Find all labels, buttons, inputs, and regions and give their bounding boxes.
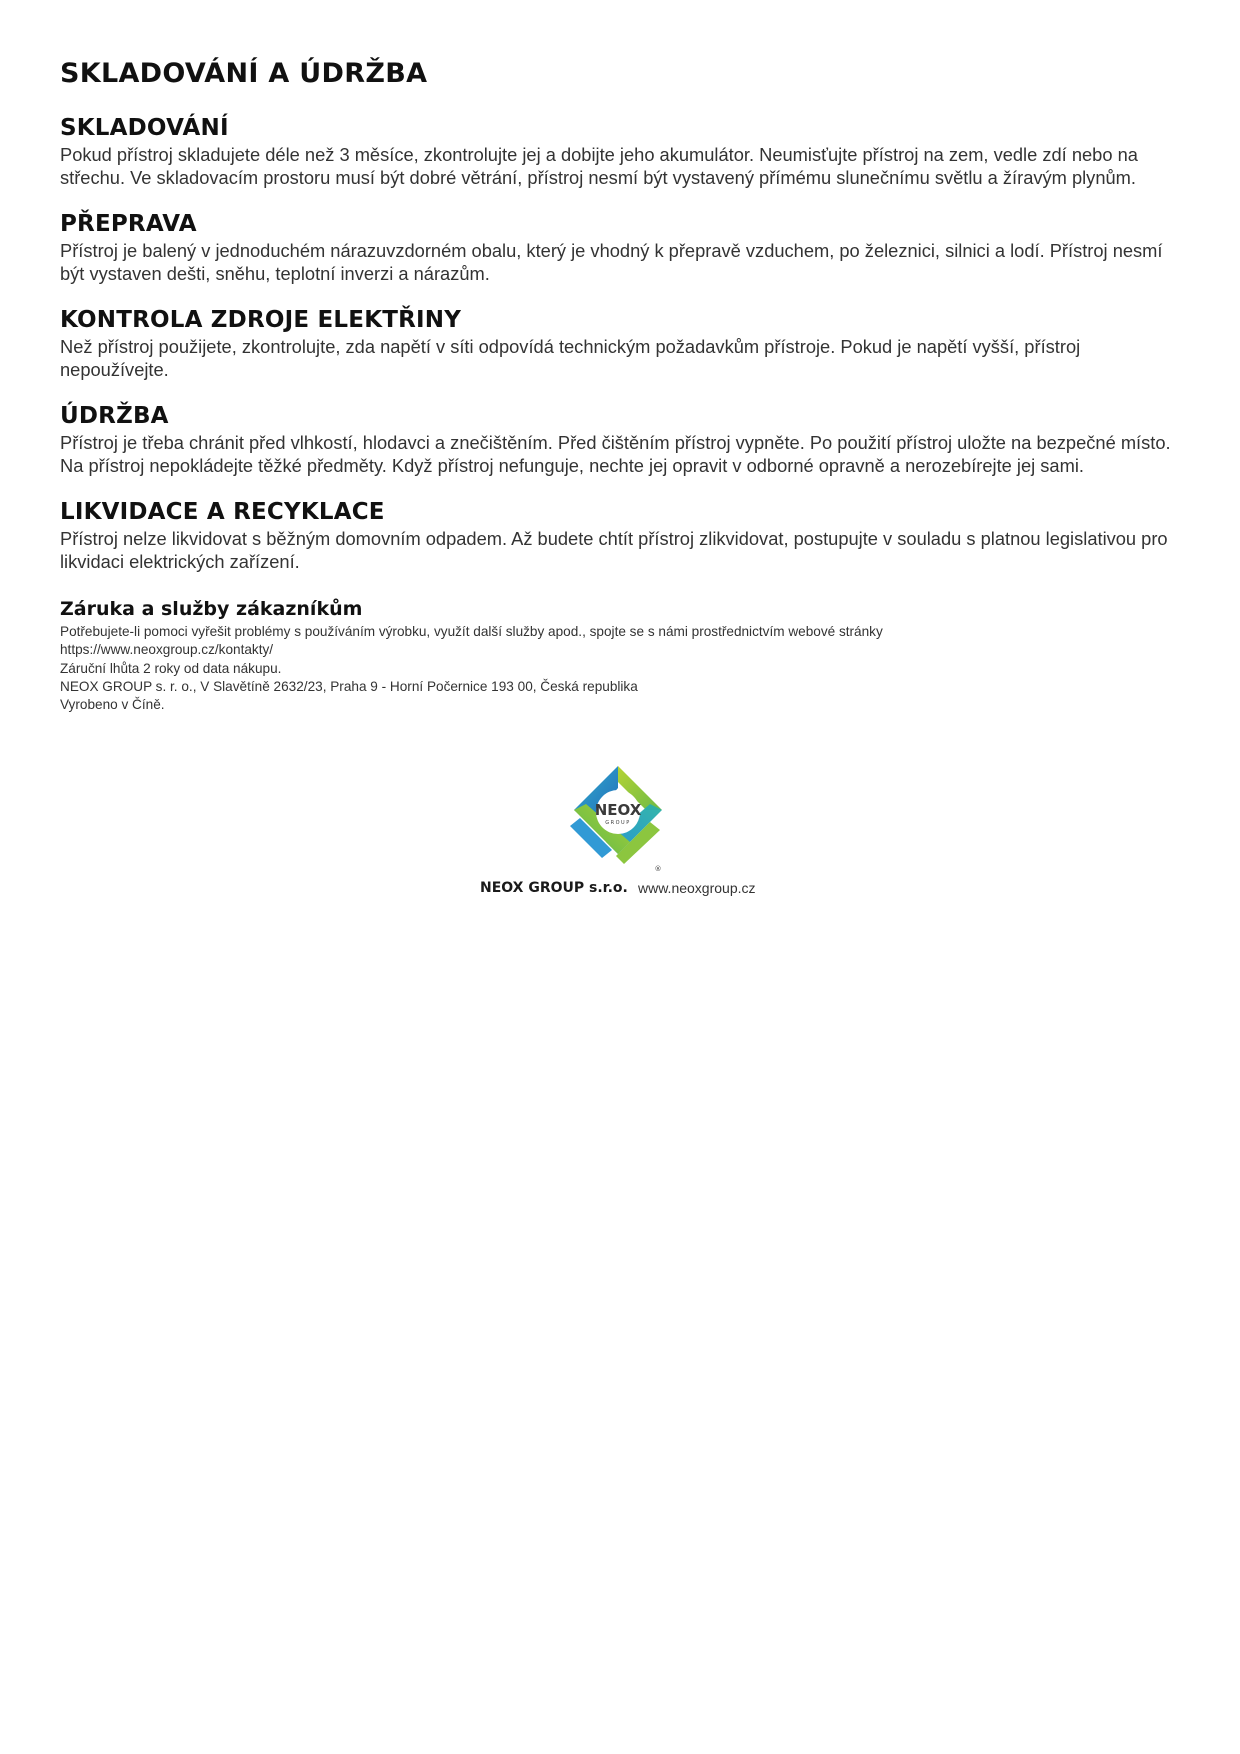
logo-mark-subtext: GROUP (605, 820, 631, 826)
warranty-heading: Záruka a služby zákazníkům (60, 598, 363, 620)
registered-mark: ® (654, 865, 662, 873)
page-content (60, 58, 1190, 714)
logo-company-name: NEOX GROUP s.r.o. (480, 880, 628, 896)
logo-website: www.neoxgroup.cz (638, 880, 756, 896)
section-text: Přístroj je balený v jednoduchém nárazuvzdorném obalu, který je vhodný k přepravě vzduchem, po železnici, silnici a lodí. Přístroj nesmí být vystaven dešti, sněhu, teplotní inverzi a nárazům. (60, 240, 1163, 284)
section-heading: LIKVIDACE A RECYKLACE (60, 499, 385, 525)
section-text: Než přístroj použijete, zkontrolujte, zda napětí v síti odpovídá technickým požadavkům přístroje. Pokud je napětí vyšší, přístroj nepoužívejte. (60, 336, 1081, 380)
company-logo-block (470, 760, 770, 910)
section-text: Přístroj je třeba chránit před vlhkostí, hlodavci a znečištěním. Před čištěním přístroj vypněte. Po použití přístroj uložte na bezpečné místo. Na přístroj nepokládejte těžké předměty. Když přístroj nefunguje, nechte jej opravit v odborné opravně a nerozebírejte jej sami. (60, 432, 1171, 476)
section-disposal (60, 497, 1190, 573)
section-transport (60, 209, 1190, 285)
section-storage (60, 113, 1190, 189)
warranty-line-address: NEOX GROUP s. r. o., V Slavětíně 2632/23, Praha 9 - Horní Počernice 193 00, Česká republika (60, 678, 638, 694)
section-heading: PŘEPRAVA (60, 211, 197, 237)
warranty-line-origin: Vyrobeno v Číně. (60, 697, 165, 713)
warranty-block (60, 597, 1190, 714)
section-text: Přístroj nelze likvidovat s běžným domovním odpadem. Až budete chtít přístroj zlikvidovat, postupujte v souladu s platnou legislativou pro likvidaci elektrických zařízení. (60, 528, 1168, 572)
section-maintenance (60, 401, 1190, 477)
section-heading: SKLADOVÁNÍ (60, 115, 229, 141)
warranty-line-url: https://www.neoxgroup.cz/kontakty/ (60, 642, 274, 658)
section-text: Pokud přístroj skladujete déle než 3 měsíce, zkontrolujte jej a dobijte jeho akumulátor. Neumisťujte přístroj na zem, vedle zdí nebo na střechu. Ve skladovacím prostoru musí být dobré větrání, přístroj nesmí být vystavený přímému slunečnímu světlu a žíravým plynům. (60, 144, 1138, 188)
section-power-check (60, 305, 1190, 381)
section-heading: ÚDRŽBA (60, 403, 169, 429)
neox-logo-icon (558, 760, 678, 880)
page-title: SKLADOVÁNÍ A ÚDRŽBA (60, 58, 428, 89)
warranty-line-period: Záruční lhůta 2 roky od data nákupu. (60, 660, 282, 676)
logo-mark-text: NEOX (594, 801, 642, 819)
warranty-line-help: Potřebujete-li pomoci vyřešit problémy s používáním výrobku, využít další služby apod., spojte se s námi prostřednictvím webové stránky (60, 624, 883, 639)
section-heading: KONTROLA ZDROJE ELEKTŘINY (60, 307, 462, 333)
